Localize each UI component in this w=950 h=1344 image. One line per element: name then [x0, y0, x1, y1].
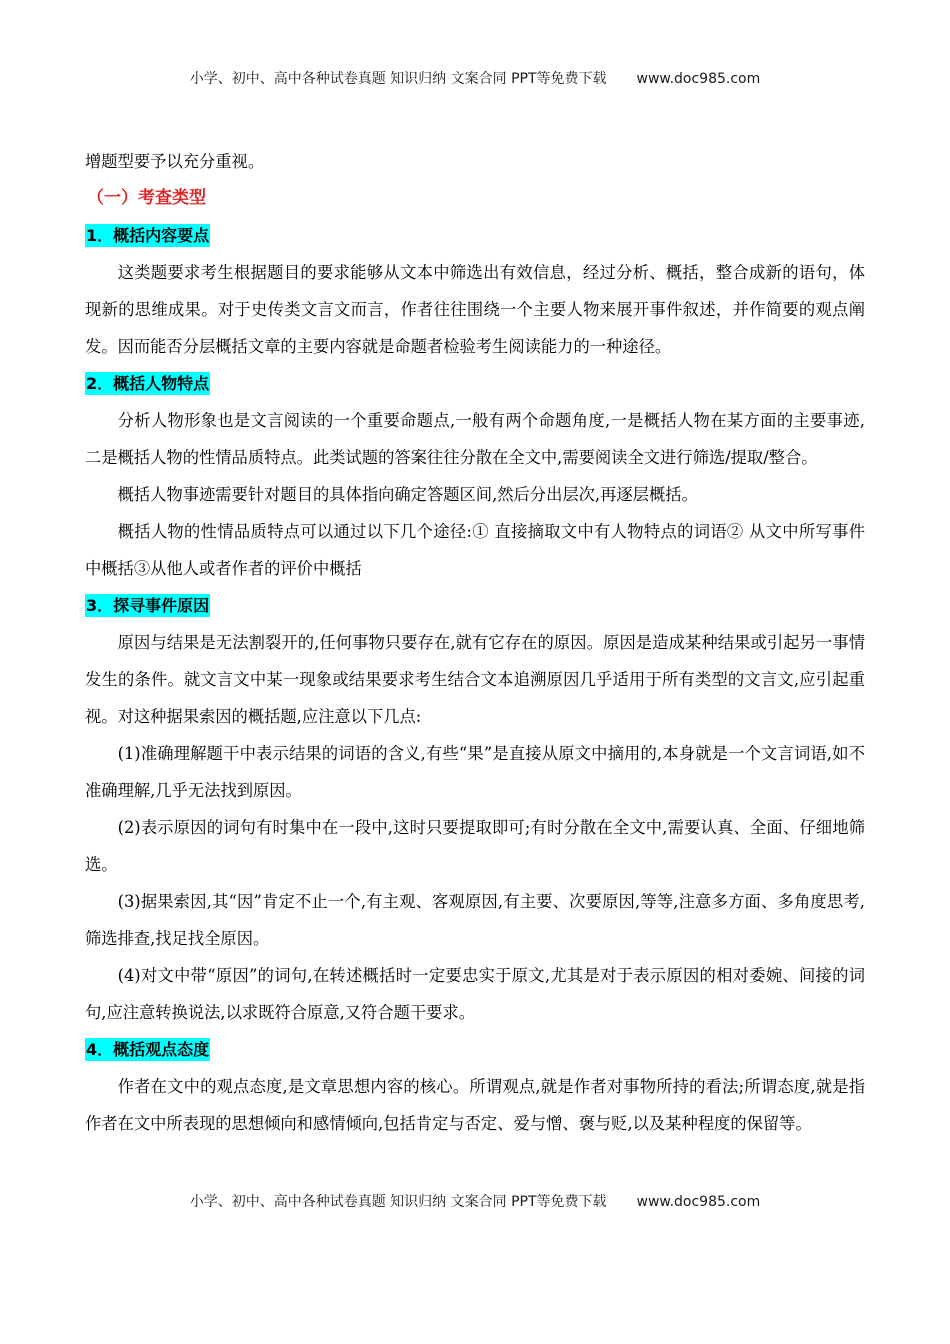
paragraph: (1)准确理解题干中表示结果的词语的含义,有些“果”是直接从原文中摘用的,本身就是一个文言词语,如不准确理解,几乎无法找到原因。	[85, 744, 865, 800]
paragraph: (2)表示原因的词句有时集中在一段中,这时只要提取即可;有时分散在全文中,需要认真、全面、仔细地筛选。	[85, 818, 865, 874]
section-title: 3．探寻事件原因	[86, 596, 210, 615]
section-2	[85, 365, 865, 587]
page-footer	[0, 1191, 950, 1211]
section-3	[85, 587, 865, 1031]
section-1	[85, 217, 865, 365]
section-title: 1．概括内容要点	[86, 226, 210, 245]
header-text: 小学、初中、高中各种试卷真题 知识归纳 文案合同 PPT等免费下载	[189, 71, 607, 87]
section-title: 2．概括人物特点	[86, 374, 210, 393]
category-heading: （一）考查类型	[87, 188, 206, 208]
paragraph: 这类题要求考生根据题目的要求能够从文本中筛选出有效信息，经过分析、概括，整合成新的语句，体现新的思维成果。对于史传类文言文而言，作者往往围绕一个主要人物来展开事件叙述，并作简要的观点阐发。因而能否分层概括文章的主要内容就是命题者检验考生阅读能力的一种途径。	[85, 263, 865, 356]
document-body	[85, 143, 865, 1142]
paragraph: 概括人物的性情品质特点可以通过以下几个途径:① 直接摘取文中有人物特点的词语② 从文中所写事件中概括③从他人或者作者的评价中概括	[85, 522, 865, 578]
page-header	[0, 68, 950, 88]
paragraph: 原因与结果是无法割裂开的,任何事物只要存在,就有它存在的原因。原因是造成某种结果或引起另一事情发生的条件。就文言文中某一现象或结果要求考生结合文本追溯原因几乎适用于所有类型的文言文,应引起重视。对这种据果索因的概括题,应注意以下几点:	[85, 633, 865, 726]
footer-site-link[interactable]: www.doc985.com	[636, 1194, 761, 1210]
paragraph: 概括人物事迹需要针对题目的具体指向确定答题区间,然后分出层次,再逐层概括。	[117, 485, 698, 504]
paragraph: (4)对文中带“原因”的词句,在转述概括时一定要忠实于原文,尤其是对于表示原因的相对委婉、间接的词句,应注意转换说法,以求既符合原意,又符合题干要求。	[85, 966, 865, 1022]
header-site-link[interactable]: www.doc985.com	[636, 71, 761, 87]
section-4	[85, 1031, 865, 1142]
paragraph: (3)据果索因,其“因”肯定不止一个,有主观、客观原因,有主要、次要原因,等等,注意多方面、多角度思考,筛选排查,找足找全原因。	[85, 892, 865, 948]
footer-text: 小学、初中、高中各种试卷真题 知识归纳 文案合同 PPT等免费下载	[189, 1194, 607, 1210]
paragraph: 分析人物形象也是文言阅读的一个重要命题点,一般有两个命题角度,一是概括人物在某方面的主要事迹,二是概括人物的性情品质特点。此类试题的答案往往分散在全文中,需要阅读全文进行筛选/提取/整合。	[85, 411, 865, 467]
intro-text: 增题型要予以充分重视。	[85, 152, 265, 171]
section-title: 4．概括观点态度	[86, 1040, 210, 1059]
paragraph: 作者在文中的观点态度,是文章思想内容的核心。所谓观点,就是作者对事物所持的看法;所谓态度,就是指作者在文中所表现的思想倾向和感情倾向,包括肯定与否定、爱与憎、褒与贬,以及某种程度的保留等。	[85, 1077, 865, 1133]
